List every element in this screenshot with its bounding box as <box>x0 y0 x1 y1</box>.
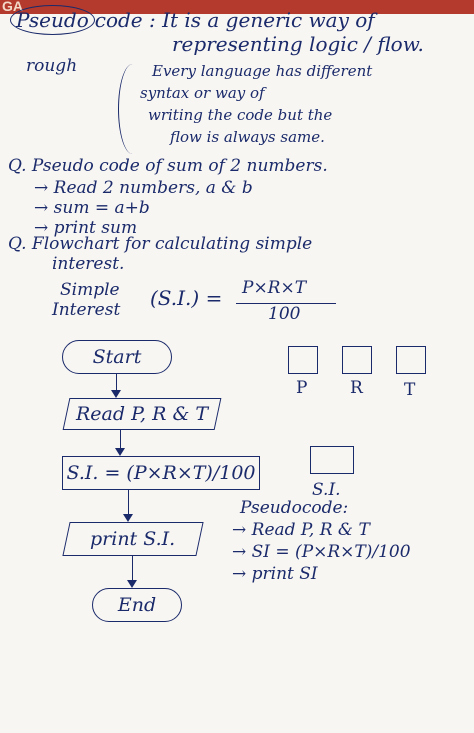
variable-box-si <box>310 446 354 474</box>
flow-start-label: Start <box>92 346 142 368</box>
aside-line-3: writing the code but the <box>148 106 333 124</box>
flow-print-output <box>62 522 203 556</box>
header-fragment: GA <box>2 0 23 14</box>
variable-label-p: P <box>296 378 308 398</box>
flow-end-terminal <box>92 588 182 622</box>
formula-interest: Interest <box>52 300 121 320</box>
definition-line-1 <box>10 10 375 30</box>
flow-start-terminal <box>62 340 172 374</box>
variable-box-t <box>396 346 426 374</box>
aside-line-4: flow is always same. <box>170 128 325 146</box>
variable-box-r <box>342 346 372 374</box>
variable-box-p <box>288 346 318 374</box>
flow-arrowhead-1 <box>111 390 121 398</box>
variable-label-si: S.I. <box>312 480 341 500</box>
flow-connector-3 <box>128 490 129 516</box>
variable-label-r: R <box>350 378 363 398</box>
flow-read-label: Read P, R & T <box>75 403 209 425</box>
pseudo-title: Pseudo <box>10 5 95 35</box>
flow-process-box <box>62 456 260 490</box>
formula-numerator: P×R×T <box>242 278 307 298</box>
aside-line-2: syntax or way of <box>140 84 265 102</box>
flow-process-label: S.I. = (P×R×T)/100 <box>66 462 256 484</box>
aside-line-1: Every language has different <box>152 62 373 80</box>
q1-step-3: → print sum <box>34 218 138 238</box>
question-2-line-2: interest. <box>52 254 125 274</box>
rough-label: rough <box>26 56 78 76</box>
flow-arrowhead-3 <box>123 514 133 522</box>
q1-step-2: → sum = a+b <box>34 198 150 218</box>
flow-connector-4 <box>132 556 133 582</box>
question-1: Q. Pseudo code of sum of 2 numbers. <box>8 156 328 176</box>
pseudocode-title: Pseudocode: <box>240 498 349 518</box>
flow-arrowhead-4 <box>127 580 137 588</box>
flow-connector-2 <box>120 430 121 450</box>
pseudocode-step-3: → print SI <box>232 564 318 584</box>
flow-arrowhead-2 <box>115 448 125 456</box>
flow-end-label: End <box>117 594 157 616</box>
definition-line-2: representing logic / flow. <box>172 32 424 56</box>
question-2-line-1: Q. Flowchart for calculating simple <box>8 234 313 254</box>
flow-read-input <box>63 398 222 430</box>
definition-text: code : It is a generic way of <box>94 8 375 32</box>
flow-print-label: print S.I. <box>90 528 176 550</box>
variable-label-t: T <box>404 380 416 400</box>
formula-denominator: 100 <box>268 304 301 324</box>
pseudocode-step-1: → Read P, R & T <box>232 520 370 540</box>
pseudocode-step-2: → SI = (P×R×T)/100 <box>232 542 411 562</box>
formula-simple: Simple <box>60 280 120 300</box>
q1-step-1: → Read 2 numbers, a & b <box>34 178 253 198</box>
aside-brace <box>118 64 147 154</box>
formula-si-equals: (S.I.) = <box>150 286 223 310</box>
